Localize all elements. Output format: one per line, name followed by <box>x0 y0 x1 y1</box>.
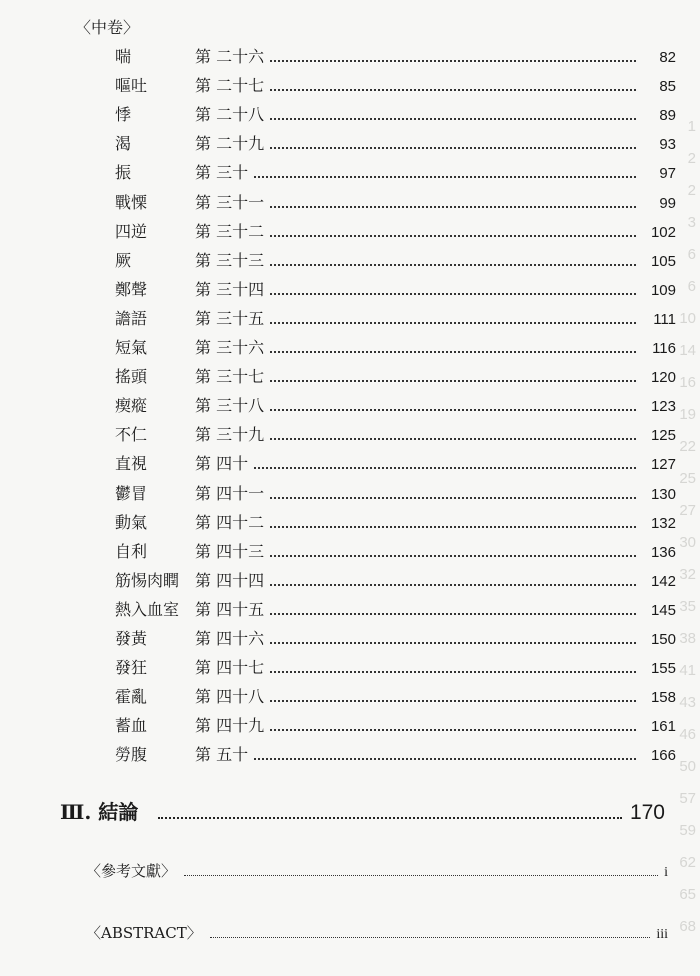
toc-conclusion[interactable] <box>60 796 665 825</box>
toc-entry[interactable] <box>115 335 676 357</box>
entry-name: 短氣 <box>115 338 148 357</box>
entry-chapter: 第 三十九 <box>195 425 265 445</box>
entry-chapter: 第 三十七 <box>195 367 265 387</box>
dot-leader <box>270 438 636 440</box>
bleed-through-number: 22 <box>679 438 696 455</box>
entry-name: 蓄血 <box>115 716 148 736</box>
toc-entry[interactable] <box>115 248 676 270</box>
toc-entry[interactable] <box>115 44 676 66</box>
abstract-title: 〈ABSTRACT〉 <box>86 924 202 942</box>
bleed-through-number: 3 <box>687 214 696 231</box>
entry-name: 瘈瘲 <box>115 396 148 416</box>
toc-entry[interactable] <box>115 102 676 124</box>
entry-page: 166 <box>650 747 676 765</box>
abstract-page: iii <box>656 927 668 942</box>
bleed-through-number: 1 <box>687 118 696 135</box>
toc-entry[interactable] <box>115 160 676 182</box>
entry-name: 直視 <box>115 454 148 474</box>
entry-chapter: 第 三十六 <box>195 338 265 357</box>
bleed-through-number: 68 <box>679 918 696 935</box>
dot-leader <box>270 613 636 615</box>
entry-name: 發狂 <box>115 658 148 678</box>
entry-name: 渴 <box>115 134 132 154</box>
entry-name: 熱入血室 <box>115 599 180 619</box>
entry-page: 161 <box>650 718 676 736</box>
bleed-through-number: 2 <box>687 182 696 199</box>
entry-name: 發黃 <box>115 629 148 648</box>
dot-leader <box>270 351 636 353</box>
toc-abstract[interactable] <box>86 922 668 943</box>
toc-entry[interactable] <box>115 73 676 95</box>
entry-page: 127 <box>650 456 676 474</box>
bleed-through-number: 30 <box>679 534 696 551</box>
bleed-through-number: 6 <box>687 246 696 263</box>
dot-leader <box>270 497 636 499</box>
toc-entry[interactable] <box>115 713 676 735</box>
entry-page: 145 <box>650 601 676 619</box>
entry-chapter: 第 三十八 <box>195 396 265 416</box>
bleed-through-number: 65 <box>679 886 696 903</box>
toc-entry[interactable] <box>115 422 676 444</box>
bleed-through-number: 6 <box>687 278 696 295</box>
dot-leader <box>270 147 636 149</box>
entry-name: 鬱冒 <box>115 483 148 503</box>
toc-entry[interactable] <box>115 364 676 386</box>
conclusion-page: 170 <box>629 801 665 824</box>
toc-entry[interactable] <box>115 626 676 648</box>
dot-leader <box>270 700 636 702</box>
dot-leader <box>270 409 636 411</box>
entry-chapter: 第 二十九 <box>195 134 265 154</box>
dot-leader <box>184 875 658 876</box>
entry-chapter: 第 三十二 <box>195 221 265 241</box>
entry-name: 悸 <box>115 105 132 125</box>
entry-page: 102 <box>650 223 676 241</box>
entry-page: 111 <box>653 310 676 328</box>
toc-entry[interactable] <box>115 481 676 503</box>
entry-chapter: 第 四十五 <box>195 599 265 619</box>
entry-page: 93 <box>659 136 676 154</box>
references-page: i <box>664 865 668 880</box>
entry-page: 130 <box>650 485 676 503</box>
dot-leader <box>158 817 622 819</box>
bleed-through-number: 32 <box>679 566 696 583</box>
entry-page: 109 <box>650 281 676 299</box>
dot-leader <box>270 584 636 586</box>
entry-name: 譫語 <box>115 308 148 328</box>
dot-leader <box>270 235 636 237</box>
entry-name: 戰慄 <box>115 192 148 212</box>
entry-chapter: 第 四十二 <box>195 512 265 532</box>
entry-chapter: 第 四十九 <box>195 716 265 736</box>
entry-page: 99 <box>659 194 676 212</box>
entry-chapter: 第 三十三 <box>195 250 265 270</box>
entry-name: 四逆 <box>115 221 148 241</box>
bleed-through-number: 46 <box>679 726 696 743</box>
entry-page: 105 <box>650 252 676 270</box>
entry-chapter: 第 四十四 <box>195 570 265 590</box>
toc-entry[interactable] <box>115 568 676 590</box>
dot-leader <box>254 758 636 760</box>
entry-name: 喘 <box>115 47 132 66</box>
bleed-through-number: 43 <box>679 694 696 711</box>
dot-leader <box>270 60 636 62</box>
entry-name: 筋惕肉瞤 <box>115 570 180 590</box>
entry-page: 150 <box>650 631 676 648</box>
toc-entry[interactable] <box>115 451 676 473</box>
conclusion-title: Ⅲ. 結論 <box>60 800 139 824</box>
bleed-through-number: 38 <box>679 630 696 647</box>
dot-leader <box>270 526 636 528</box>
bleed-through-number: 14 <box>679 342 696 359</box>
entry-name: 不仁 <box>115 425 148 445</box>
entry-chapter: 第 四十 <box>195 454 249 474</box>
entry-page: 125 <box>650 427 676 445</box>
bleed-through-number: 62 <box>679 854 696 871</box>
toc-entry[interactable] <box>115 742 676 764</box>
entry-page: 136 <box>650 543 676 561</box>
toc-references[interactable] <box>86 860 668 881</box>
toc-entry[interactable] <box>115 684 676 706</box>
entry-chapter: 第 二十八 <box>195 105 265 125</box>
entry-page: 123 <box>650 398 676 416</box>
toc-entry[interactable] <box>115 539 676 561</box>
dot-leader <box>270 555 636 557</box>
dot-leader <box>270 264 636 266</box>
bleed-through-number: 2 <box>687 150 696 167</box>
dot-leader <box>270 322 636 324</box>
entry-page: 97 <box>659 165 676 183</box>
bleed-through-number: 10 <box>679 310 696 327</box>
entry-chapter: 第 三十五 <box>195 308 265 328</box>
entry-chapter: 第 二十七 <box>195 76 265 96</box>
dot-leader <box>270 89 636 91</box>
toc-entry[interactable] <box>115 306 676 328</box>
bleed-through-number: 41 <box>679 662 696 679</box>
dot-leader <box>270 206 636 208</box>
toc-entry[interactable] <box>115 597 676 619</box>
entry-chapter: 第 四十一 <box>195 483 265 503</box>
bleed-through-number: 57 <box>679 790 696 807</box>
entry-page: 116 <box>652 340 676 357</box>
entry-name: 勞腹 <box>115 745 148 765</box>
toc-entry[interactable] <box>115 655 676 677</box>
entry-chapter: 第 四十七 <box>195 658 265 678</box>
entry-page: 82 <box>659 49 676 66</box>
section-label: 〈中卷〉 <box>75 18 140 37</box>
entry-chapter: 第 四十六 <box>195 629 265 648</box>
entry-chapter: 第 三十四 <box>195 279 265 299</box>
dot-leader <box>270 671 636 673</box>
dot-leader <box>254 467 636 469</box>
toc-entry[interactable] <box>115 277 676 299</box>
bleed-through-number: 27 <box>679 502 696 519</box>
dot-leader <box>270 380 636 382</box>
entry-name: 自利 <box>115 541 148 561</box>
entry-name: 鄭聲 <box>115 279 148 299</box>
bleed-through-number: 35 <box>679 598 696 615</box>
entry-name: 厥 <box>115 250 132 270</box>
entry-name: 霍亂 <box>115 687 148 707</box>
entry-page: 89 <box>659 107 676 125</box>
toc-entry[interactable] <box>115 131 676 153</box>
bleed-through-number: 50 <box>679 758 696 775</box>
bleed-through-number: 19 <box>679 406 696 423</box>
toc-entry[interactable] <box>115 219 676 241</box>
dot-leader <box>270 729 636 731</box>
bleed-through-number: 16 <box>679 374 696 391</box>
entry-page: 142 <box>650 572 676 590</box>
bleed-through-number: 59 <box>679 822 696 839</box>
references-title: 〈參考文獻〉 <box>86 862 177 880</box>
toc-entry[interactable] <box>115 510 676 532</box>
entry-chapter: 第 三十 <box>195 163 249 183</box>
bleed-through-number: 25 <box>679 470 696 487</box>
entry-name: 搖頭 <box>115 367 148 387</box>
entry-name: 嘔吐 <box>115 76 148 96</box>
entry-chapter: 第 四十三 <box>195 541 265 561</box>
entry-chapter: 第 三十一 <box>195 192 265 212</box>
dot-leader <box>254 176 636 178</box>
entry-page: 155 <box>650 660 676 678</box>
entry-name: 振 <box>115 163 132 183</box>
toc-entry[interactable] <box>115 393 676 415</box>
dot-leader <box>210 937 651 938</box>
entry-name: 動氣 <box>115 512 148 532</box>
entry-chapter: 第 二十六 <box>195 47 265 66</box>
entry-chapter: 第 四十八 <box>195 687 265 707</box>
toc-entry[interactable] <box>115 190 676 212</box>
dot-leader <box>270 293 636 295</box>
entry-page: 120 <box>650 369 676 387</box>
dot-leader <box>270 118 636 120</box>
entry-page: 85 <box>659 78 676 96</box>
dot-leader <box>270 642 636 644</box>
entry-page: 158 <box>650 689 676 707</box>
entry-page: 132 <box>650 514 676 532</box>
entry-chapter: 第 五十 <box>195 745 249 765</box>
